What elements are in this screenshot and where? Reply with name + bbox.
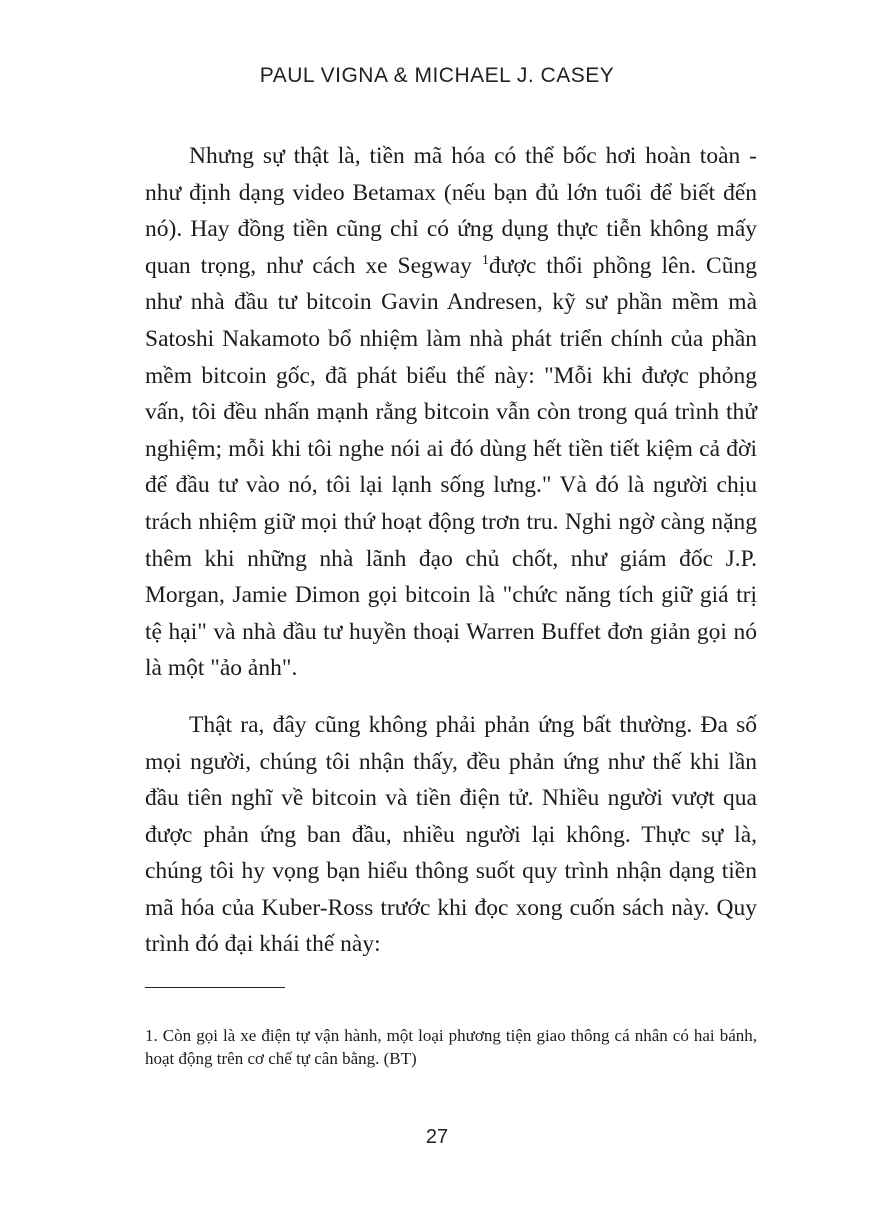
footnote: 1. Còn gọi là xe điện tự vận hành, một loại phương tiện giao thông cá nhân có hai bánh, hoạt động trên cơ chế tự cân bằng. (BT) (145, 1026, 757, 1068)
footnote-divider (145, 987, 285, 988)
page-number: 27 (425, 1126, 449, 1148)
paragraph-1 (145, 138, 757, 687)
running-header: PAUL VIGNA & MICHAEL J. CASEY (259, 64, 615, 87)
body-text (145, 138, 757, 983)
paragraph-1-part-2: được thổi phồng lên. Cũng như nhà đầu tư bitcoin Gavin Andresen, kỹ sư phần mềm mà Satoshi Nakamoto bổ nhiệm làm nhà phát triển chính của phần mềm bitcoin gốc, đã phát biểu thế này: "Mỗi khi được phỏng vấn, tôi đều nhấn mạnh rằng bitcoin vẫn còn trong quá trình thử nghiệm; mỗi khi tôi nghe nói ai đó dùng hết tiền tiết kiệm cả đời để đầu tư vào nó, tôi lại lạnh sống lưng." Và đó là người chịu trách nhiệm giữ mọi thứ hoạt động trơn tru. Nghi ngờ càng nặng thêm khi những nhà lãnh đạo chủ chốt, như giám đốc J.P. Morgan, Jamie Dimon gọi bitcoin là "chức năng tích giữ giá trị tệ hại" và nhà đầu tư huyền thoại Warren Buffet đơn giản gọi nó là một "ảo ảnh". (145, 252, 757, 682)
paragraph-2: Thật ra, đây cũng không phải phản ứng bất thường. Đa số mọi người, chúng tôi nhận thấy, đều phản ứng như thế khi lần đầu tiên nghĩ về bitcoin và tiền điện tử. Nhiều người vượt qua được phản ứng ban đầu, nhiều người lại không. Thực sự là, chúng tôi hy vọng bạn hiểu thông suốt quy trình nhận dạng tiền mã hóa của Kuber-Ross trước khi đọc xong cuốn sách này. Quy trình đó đại khái thế này: (145, 711, 757, 958)
footnote-marker: 1 (481, 252, 489, 268)
paragraph-1-part-1: Nhưng sự thật là, tiền mã hóa có thể bốc hơi hoàn toàn - như định dạng video Betamax (nếu bạn đủ lớn tuổi để biết đến nó). Hay đồng tiền cũng chỉ có ứng dụng thực tiễn không mấy quan trọng, như cách xe Segway (145, 143, 757, 279)
